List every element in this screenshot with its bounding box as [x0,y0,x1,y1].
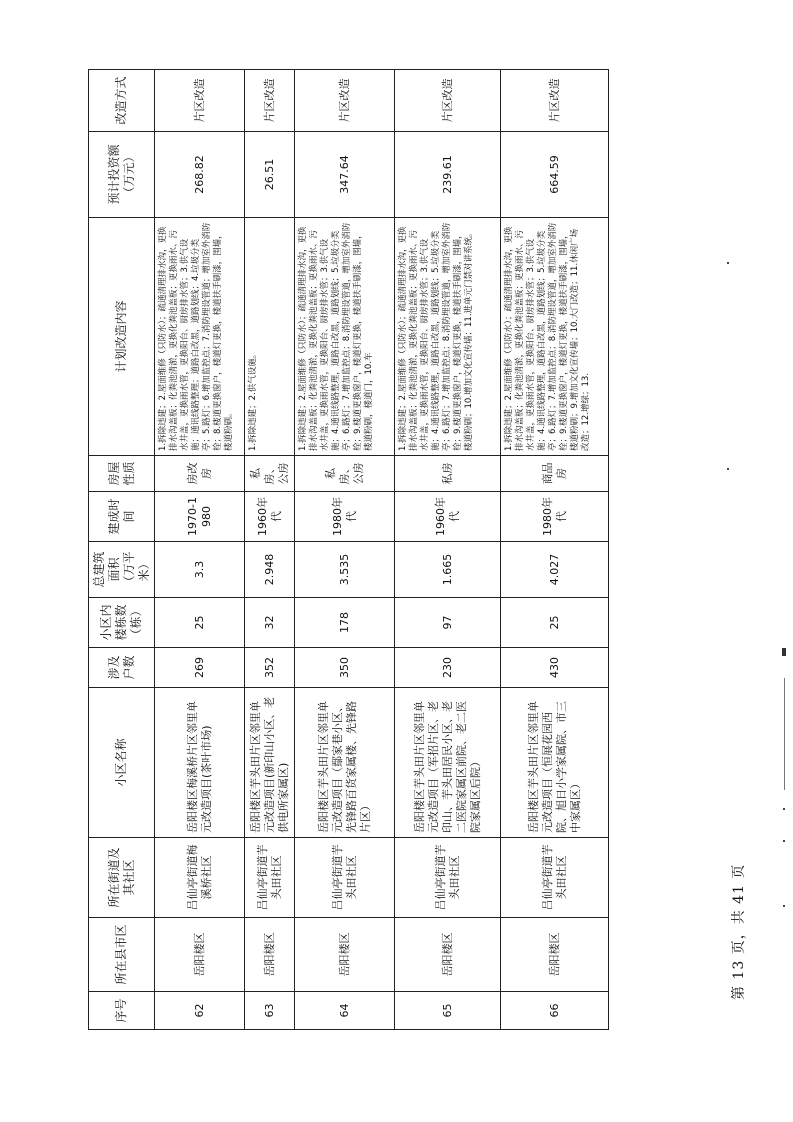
header-investment: 预计投资额（万元） [89,132,155,218]
cell-district: 岳阳楼区 [295,918,395,992]
header-content: 计划改造内容 [89,218,155,456]
cell-households: 269 [155,648,245,688]
cell-seq: 66 [501,992,609,1030]
header-row [89,70,155,1030]
header-households: 涉及户数 [89,648,155,688]
cell-investment: 664.59 [501,132,609,218]
header-method: 改造方式 [89,70,155,132]
cell-investment: 347.64 [295,132,395,218]
cell-nature: 商品房 [501,456,609,492]
table-row [501,70,609,1030]
cell-district: 岳阳楼区 [155,918,245,992]
cell-district: 岳阳楼区 [395,918,501,992]
cell-households: 350 [295,648,395,688]
header-year: 建成时间 [89,492,155,542]
cell-year: 1960年代 [395,492,501,542]
cell-investment: 239.61 [395,132,501,218]
scan-dot [783,840,785,842]
cell-buildings: 178 [295,598,395,648]
cell-district: 岳阳楼区 [501,918,609,992]
scan-dot [783,808,785,810]
header-district: 所在县市区 [89,918,155,992]
cell-households: 230 [395,648,501,688]
cell-households: 352 [245,648,295,688]
scan-line [784,678,785,790]
scan-dot [727,262,729,264]
cell-nature: 私房、公房 [245,456,295,492]
table-frame [88,70,608,1030]
cell-investment: 26.51 [245,132,295,218]
cell-buildings: 97 [395,598,501,648]
cell-seq: 65 [395,992,501,1030]
scan-dot [783,905,785,907]
cell-district: 岳阳楼区 [245,918,295,992]
cell-method: 片区改造 [395,70,501,132]
cell-name: 岳阳楼区芋头田片区邻里单元改造项目(新印山小区、老供电所家属区) [245,688,295,838]
cell-method: 片区改造 [295,70,395,132]
cell-year: 1980年代 [501,492,609,542]
cell-content: 1.拆除违建；2.屋面维修（只防水）；疏通清理排水沟，更换排水沟盖板；化粪池清淤，更换化粪池盖板；更换雨水、污水井盖，更换雨水管，更换阳台、厨房排水管；3.供气设施；通讯线路整理；道路白改黑，道路划线；4.垃圾分类亭；5.路灯；6.增加监控点；7.消防埋设管道；增加室外消防栓；8.楼道更换窗户，楼道灯更换，楼道扶手刷漆，围墙，楼道粉刷。 [155,218,245,456]
header-street: 所在街道及其社区 [89,838,155,918]
table-row [395,70,501,1030]
cell-households: 430 [501,648,609,688]
cell-seq: 62 [155,992,245,1030]
table-row [155,70,245,1030]
page-number: 第 13 页，共 41 页 [731,863,747,1000]
cell-name: 岳阳楼区芋头田片区邻里单元改造项目（军招片区、老印山、芋头田居民小区、老二医院家属区前院、老二医院家属区后院） [395,688,501,838]
cell-area: 2.948 [245,542,295,598]
cell-nature: 房改房 [155,456,245,492]
header-name: 小区名称 [89,688,155,838]
cell-content: 1.拆除违建；2.屋面维修（只防水）；疏通清理排水沟，更换排水沟盖板；化粪池清淤，更换化粪池盖板；更换雨水、污水井盖，更换雨水管，更换阳台、厨房排水管；3.供气设施；4.通讯线路整理，道路白改黑，道路划线；5.垃圾分类亭；6.路灯；7.增加监控点；8.消防埋设管道，增加室外消防栓；9.楼道更换窗户，楼道灯更换，楼道扶手刷漆，围墙，楼道粉刷，楼道门，10.车 [295,218,395,456]
scan-mark [782,648,786,656]
header-area: 总建筑面积（万平米） [89,542,155,598]
cell-street: 吕仙亭街道芋头田社区 [245,838,295,918]
cell-content: 1.拆除违建；2.屋面维修（只防水）；疏通清理排水沟，更换排水沟盖板；化粪池清淤，更换化粪池盖板；更换雨水、污水井盖，更换雨水管，更换阳台、厨房排水管；3.供气设施；4.通讯线路整理，道路白改黑，道路划线；5.垃圾分类亭；6.路灯；7.增加监控点；8.消防埋设管道，增加室外消防栓；9.楼道更换窗户，楼道灯更换，楼道扶手刷漆，围墙，楼道粉刷；9.增加文化宣传墙；10.大门改造；11.休闲广场改造；12.增绿；13. [501,218,609,456]
cell-buildings: 25 [501,598,609,648]
cell-method: 片区改造 [501,70,609,132]
table-row [245,70,295,1030]
cell-content: 1.拆除违建；2.供气设施。 [245,218,295,456]
cell-method: 片区改造 [155,70,245,132]
header-nature: 房屋性质 [89,456,155,492]
table-row [295,70,395,1030]
cell-area: 3.3 [155,542,245,598]
cell-street: 吕仙亭街道芋头田社区 [501,838,609,918]
scan-dot [727,468,729,470]
cell-name: 岳阳楼区梅溪桥片区邻里单元改造项目(茶叶市场) [155,688,245,838]
cell-name: 岳阳楼区芋头田片区邻里单元改造项目（恒展花园西院、旭日小学家属院、市三中家属区） [501,688,609,838]
cell-area: 4.027 [501,542,609,598]
cell-area: 1.665 [395,542,501,598]
cell-buildings: 32 [245,598,295,648]
cell-nature: 私房 [395,456,501,492]
cell-content: 1.拆除违建；2.屋面维修（只防水）；疏通清理排水沟，更换排水沟盖板；化粪池清淤，更换化粪池盖板；更换雨水、污水井盖，更换雨水管，更换阳台、厨房排水管；3.供气设施；4.通讯线路整理，道路白改黑，道路划线；5.垃圾分类亭；6.路灯；7.增加监控点；8.消防埋设管道，增加室外消防栓；9.楼道更换窗户，楼道灯更换，楼道扶手刷漆，围墙，楼道粉刷；10.增加文化宣传墙；11.进单元门禁对讲系统。 [395,218,501,456]
cell-street: 吕仙亭街道梅溪桥社区 [155,838,245,918]
cell-street: 吕仙亭街道芋头田社区 [295,838,395,918]
cell-nature: 私房、公房 [295,456,395,492]
cell-year: 1960年代 [245,492,295,542]
cell-year: 1980年代 [295,492,395,542]
header-buildings: 小区内楼栋数（栋） [89,598,155,648]
cell-year: 1970-1980 [155,492,245,542]
cell-seq: 64 [295,992,395,1030]
cell-name: 岳阳楼区芋头田片区邻里单元改造项目（鄢家巷小区、先锋路百货家属楼、先锋路片区） [295,688,395,838]
header-seq: 序号 [89,992,155,1030]
renovation-table [88,69,609,1030]
cell-buildings: 25 [155,598,245,648]
cell-seq: 63 [245,992,295,1030]
cell-area: 3.535 [295,542,395,598]
cell-method: 片区改造 [245,70,295,132]
cell-investment: 268.82 [155,132,245,218]
cell-street: 吕仙亭街道芋头田社区 [395,838,501,918]
